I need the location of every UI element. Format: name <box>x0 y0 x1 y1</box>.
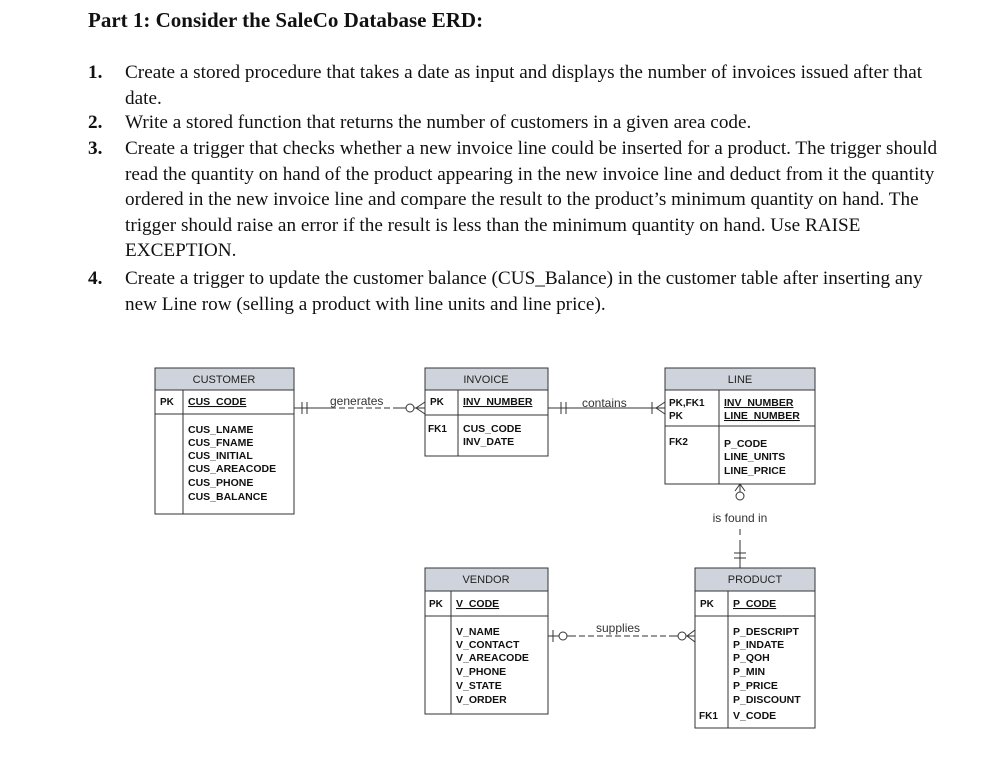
customer-title: CUSTOMER <box>192 374 256 386</box>
line-key: LINE_NUMBER <box>724 410 800 422</box>
line-key: INV_NUMBER <box>724 397 794 409</box>
found-in-relationship <box>734 484 746 568</box>
invoice-title: INVOICE <box>463 374 509 386</box>
product-attr: P_QOH <box>733 652 770 664</box>
customer-attr: CUS_FNAME <box>188 437 254 449</box>
product-entity <box>695 568 815 728</box>
product-key: P_CODE <box>733 598 777 610</box>
vendor-title: VENDOR <box>462 574 510 586</box>
vendor-entity <box>425 568 548 714</box>
invoice-fk-label: FK1 <box>428 424 447 435</box>
line-attr: LINE_PRICE <box>724 465 786 477</box>
line-entity <box>665 368 815 484</box>
question-number: 2. <box>88 112 103 133</box>
invoice-attr: CUS_CODE <box>463 423 522 435</box>
vendor-attr: V_AREACODE <box>456 652 529 664</box>
supplies-label: supplies <box>596 621 641 635</box>
line-pk-label: PK <box>669 411 683 422</box>
customer-entity <box>155 368 294 514</box>
line-title: LINE <box>727 374 753 386</box>
page-title: Part 1: Consider the SaleCo Database ERD: <box>88 8 484 32</box>
line-attr: LINE_UNITS <box>724 451 786 463</box>
customer-attr: CUS_PHONE <box>188 477 254 489</box>
customer-attr: CUS_BALANCE <box>188 491 268 503</box>
product-pk-label: PK <box>700 599 714 610</box>
customer-attr: CUS_INITIAL <box>188 450 253 462</box>
vendor-attr: V_STATE <box>456 680 502 692</box>
question-number: 1. <box>88 62 103 83</box>
invoice-key: INV_NUMBER <box>463 396 533 408</box>
product-fk-label: FK1 <box>699 711 718 722</box>
question-number: 3. <box>88 138 103 159</box>
vendor-key: V_CODE <box>456 598 500 610</box>
found-in-label: is found in <box>712 511 768 525</box>
product-attr: P_DISCOUNT <box>733 694 801 706</box>
line-pk-label: PK,FK1 <box>669 398 705 409</box>
product-attr: P_MIN <box>733 666 766 678</box>
vendor-attr: V_CONTACT <box>456 639 520 651</box>
generates-label: generates <box>330 394 384 408</box>
product-attr: V_CODE <box>733 710 777 722</box>
product-attr: P_INDATE <box>733 639 785 651</box>
question-text: Create a trigger that checks whether a new invoice line could be inserted for a product. The trigger should read the quantity on hand of the product appearing in the new invoice line and deduct from it the quantity ordered in the new invoice line and compare the result to the product’s minimum quantity on hand. The trigger should raise an error if the result is less than the minimum quantity on hand. Use RAISE EXCEPTION. <box>125 138 938 261</box>
vendor-pk-label: PK <box>429 599 443 610</box>
line-fk-label: FK2 <box>669 437 688 448</box>
line-attr: P_CODE <box>724 438 768 450</box>
question-text: Create a trigger to update the customer balance (CUS_Balance) in the customer table after inserting any new Line row (selling a product with line units and line price). <box>125 268 923 315</box>
customer-attr: CUS_LNAME <box>188 424 254 436</box>
customer-attr: CUS_AREACODE <box>188 463 277 475</box>
product-title: PRODUCT <box>727 574 783 586</box>
question-number: 4. <box>88 268 103 289</box>
question-text: Write a stored function that returns the number of customers in a given area code. <box>125 112 752 133</box>
invoice-entity <box>425 368 548 456</box>
vendor-attr: V_ORDER <box>456 694 507 706</box>
product-attr: P_PRICE <box>733 680 778 692</box>
vendor-attr: V_NAME <box>456 626 500 638</box>
customer-pk-label: PK <box>160 397 174 408</box>
question-text: Create a stored procedure that takes a date as input and displays the number of invoices issued after that date. <box>125 62 923 109</box>
contains-label: contains <box>582 396 627 410</box>
vendor-attr: V_PHONE <box>456 666 507 678</box>
invoice-attr: INV_DATE <box>463 436 515 448</box>
invoice-pk-label: PK <box>430 397 444 408</box>
product-attr: P_DESCRIPT <box>733 626 799 638</box>
customer-key: CUS_CODE <box>188 396 247 408</box>
